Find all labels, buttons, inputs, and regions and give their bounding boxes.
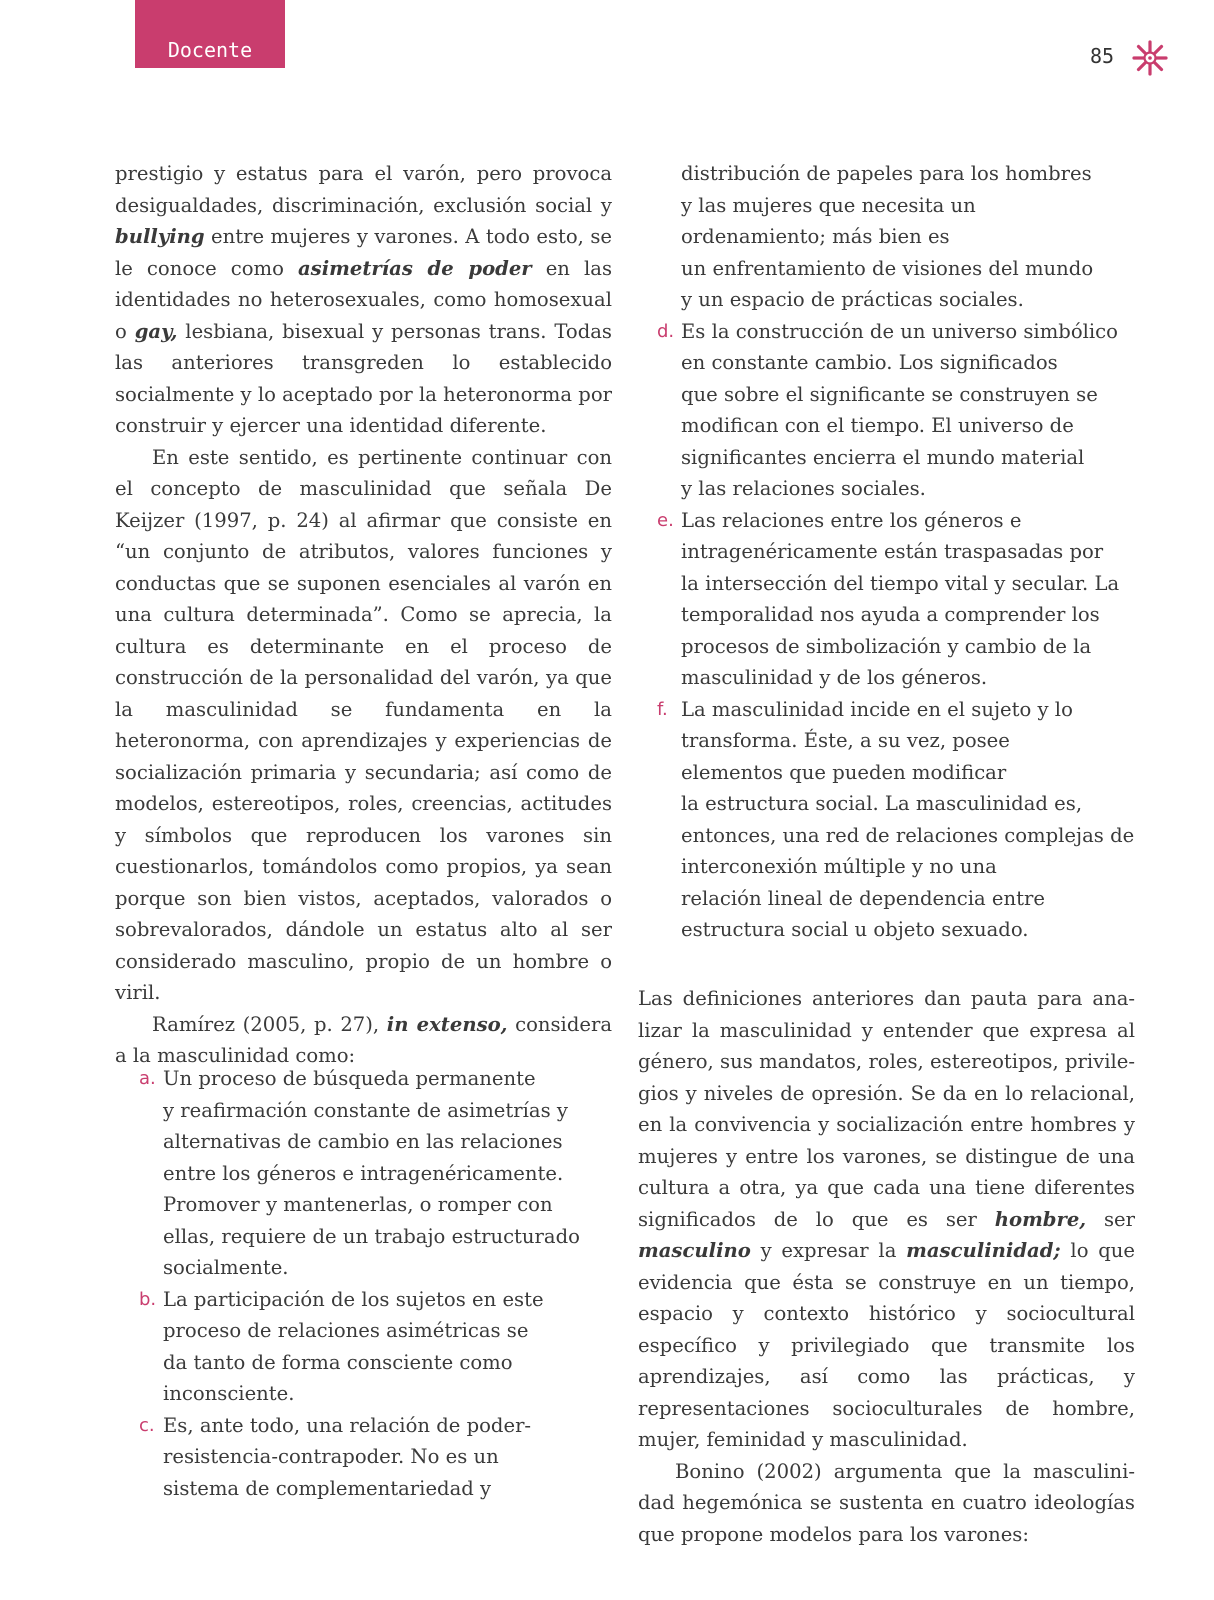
list-item-f: f. La masculinidad incide en el sujeto y lo transforma. Éste, a su vez, posee elementos que pueden modificar la estructura social. La masculinidad es, entonces, una red de relaciones complejas de interconexión múltiple y no una relación lineal de dependencia entre estructura social u objeto sexuado. [655, 694, 1135, 946]
list-item-e: e. Las relaciones entre los géneros e intragenéricamente están traspasadas por la intersección del tiempo vital y secular. La temporalidad nos ayuda a comprender los procesos de simbolización y cambio de la masculinidad y de los géneros. [655, 505, 1135, 694]
right-column [638, 983, 1135, 1550]
paragraph-3: Ramírez (2005, p. 27), in extenso, considera a la masculinidad como: [115, 1012, 613, 1067]
list-marker: e. [657, 509, 674, 531]
paragraph-1: prestigio y estatus para el varón, pero provoca desigualdades, discriminación, exclusión social y bullying entre mujeres y varones. A todo esto, se le conoce como asimetrías de poder en las identidades no heterosexuales, como homosexual o gay, lesbiana, bisexual y personas trans. Todas las anteriores transgreden lo establecido socialmente y lo aceptado por la heteronorma por construir y ejercer una identidad diferente. [115, 162, 612, 437]
list-marker: d. [657, 320, 675, 342]
list-item-b: b. La participación de los sujetos en este proceso de relaciones asimétricas se da tanto de forma consciente como inconsciente. [137, 1284, 597, 1410]
list-marker: a. [139, 1068, 156, 1089]
section-tab [135, 0, 285, 68]
paragraph-4: Las definiciones anteriores dan pauta para analizar la masculinidad y entender que expresa al género, sus mandatos, roles, estereotipos, privilegios y niveles de opresión. Se da en lo relacional, en la convivencia y socialización entre hombres y mujeres y entre los varones, se distingue de una cultura a otra, ya que cada una tiene diferentes significados de lo que es ser hombre, ser masculino y expresar la masculinidad; lo que evidencia que ésta se construye en un tiempo, espacio y contexto histórico y sociocultural específico y privilegiado que transmite los aprendizajes, así como las prácticas, y representaciones socioculturales de hombre, mujer, feminidad y masculinidad. [638, 987, 1135, 1451]
list-marker: f. [657, 698, 668, 720]
list-item-c-continued: distribución de papeles para los hombres y las mujeres que necesita un ordenamiento; más bien es un enfrentamiento de visiones del mundo y un espacio de prácticas sociales. [681, 162, 1094, 311]
flower-asterisk-icon [1132, 40, 1168, 76]
paragraph-2: En este sentido, es pertinente continuar con el concepto de masculinidad que señala De Keijzer (1997, p. 24) al afirmar que consiste en “un conjunto de atributos, valores funciones y conductas que se suponen esenciales al varón en una cultura determinada”. Como se aprecia, la cultura es determinante en el proceso de construcción de la personalidad del varón, ya que la masculinidad se fundamenta en la heteronorma, con aprendizajes y experiencias de socialización primaria y secundaria; así como de modelos, estereotipos, roles, creencias, actitudes y símbolos que reproducen los varones sin cuestionarlos, tomándolos como propios, ya sean porque son bien vistos, aceptados, valorados o sobrevalorados, dándole un estatus alto al ser considerado masculino, propio de un hombre o viril. [115, 445, 612, 1004]
page-number: 85 [1090, 44, 1115, 68]
left-column [115, 158, 612, 1072]
list-item-d: d. Es la construcción de un universo simbólico en constante cambio. Los significados que sobre el significante se construyen se modifican con el tiempo. El universo de significantes encierra el mundo material y las relaciones sociales. [655, 316, 1135, 505]
list-marker: b. [139, 1288, 157, 1310]
list-marker: c. [139, 1414, 155, 1436]
masculinity-list-left [137, 1063, 597, 1504]
list-item-a: a. Un proceso de búsqueda permanente y reafirmación constante de asimetrías y alternativas de cambio en las relaciones entre los géneros e intragenéricamente. Promover y mantenerlas, o romper con ellas, requiere de un trabajo estructurado socialmente. [137, 1063, 597, 1284]
paragraph-5: Bonino (2002) argumenta que la masculinidad hegemónica se sustenta en cuatro ideologías que propone modelos para los varones: [638, 1459, 1135, 1546]
masculinity-list-right [655, 158, 1135, 946]
list-item-c: c. Es, ante todo, una relación de poder- resistencia-contrapoder. No es un sistema de complementariedad y [137, 1410, 597, 1505]
section-tab-label: Docente [167, 38, 253, 62]
